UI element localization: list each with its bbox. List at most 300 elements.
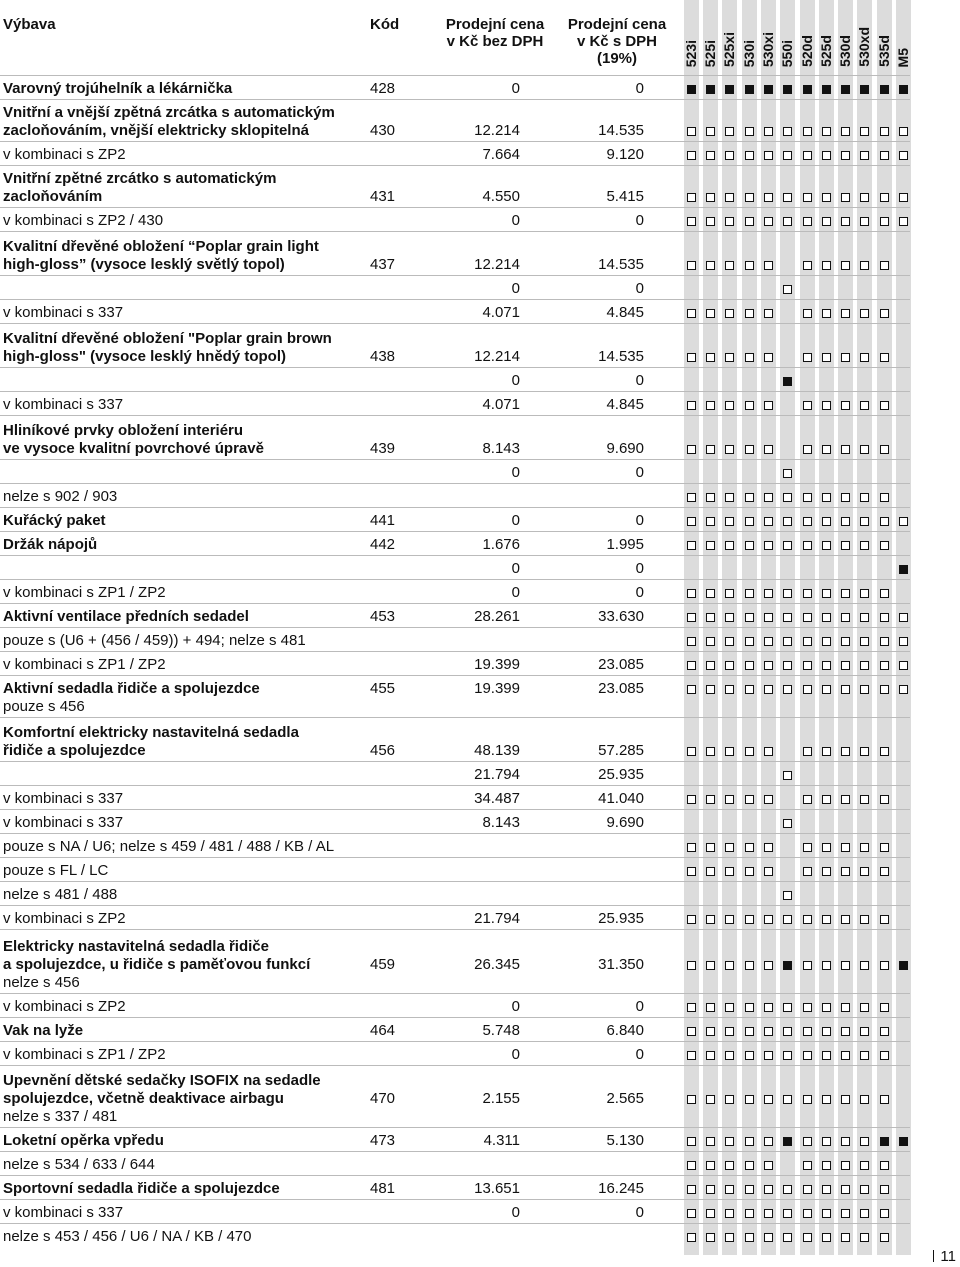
optional-equipment-icon — [764, 589, 773, 598]
row-description — [3, 1132, 164, 1150]
row-description — [3, 862, 108, 880]
standard-equipment-icon — [783, 961, 792, 970]
optional-equipment-icon — [860, 915, 869, 924]
row-description — [3, 422, 264, 458]
optional-equipment-icon — [706, 685, 715, 694]
row-description-line: Vnitřní a vnější zpětná zrcátka s automatickým — [3, 104, 335, 121]
optional-equipment-icon — [880, 1233, 889, 1242]
row-price-without-vat: 28.261 — [474, 608, 520, 625]
optional-equipment-icon — [725, 353, 734, 362]
optional-equipment-icon — [745, 1137, 754, 1146]
optional-equipment-icon — [687, 1003, 696, 1012]
optional-equipment-icon — [860, 1233, 869, 1242]
row-description — [3, 212, 163, 230]
optional-equipment-icon — [822, 1027, 831, 1036]
optional-equipment-icon — [745, 1051, 754, 1060]
optional-equipment-icon — [725, 1185, 734, 1194]
optional-equipment-icon — [725, 637, 734, 646]
standard-equipment-icon — [687, 85, 696, 94]
optional-equipment-icon — [822, 685, 831, 694]
optional-equipment-icon — [803, 661, 812, 670]
table-row — [0, 1065, 910, 1128]
model-label: 530xi — [760, 31, 776, 67]
optional-equipment-icon — [745, 1209, 754, 1218]
optional-equipment-icon — [880, 915, 889, 924]
optional-equipment-icon — [745, 661, 754, 670]
optional-equipment-icon — [880, 661, 889, 670]
row-description — [3, 396, 123, 414]
optional-equipment-icon — [706, 867, 715, 876]
optional-equipment-icon — [841, 353, 850, 362]
row-description-line: v kombinaci s ZP2 — [3, 910, 126, 927]
optional-equipment-icon — [803, 353, 812, 362]
standard-equipment-icon — [899, 961, 908, 970]
optional-equipment-icon — [687, 217, 696, 226]
row-code: 456 — [370, 742, 396, 759]
row-price-with-vat: 14.535 — [598, 348, 644, 365]
optional-equipment-icon — [841, 747, 850, 756]
row-description-line: pouze s (U6 + (456 / 459)) + 494; nelze s 481 — [3, 632, 306, 649]
optional-equipment-icon — [687, 747, 696, 756]
row-description — [3, 938, 310, 992]
row-description — [3, 80, 232, 98]
row-description-line: Kvalitní dřevěné obložení “Poplar grain light — [3, 238, 319, 255]
optional-equipment-icon — [822, 747, 831, 756]
optional-equipment-icon — [706, 747, 715, 756]
optional-equipment-icon — [822, 915, 831, 924]
row-code: 431 — [370, 188, 396, 205]
optional-equipment-icon — [841, 613, 850, 622]
optional-equipment-icon — [687, 1209, 696, 1218]
row-description-line: v kombinaci s 337 — [3, 1204, 124, 1221]
optional-equipment-icon — [706, 589, 715, 598]
optional-equipment-icon — [687, 309, 696, 318]
optional-equipment-icon — [687, 1051, 696, 1060]
row-description-line: spolujezdce, včetně deaktivace airbagu — [3, 1090, 284, 1107]
optional-equipment-icon — [860, 685, 869, 694]
row-description — [3, 766, 7, 784]
row-description-line — [3, 280, 7, 298]
optional-equipment-icon — [841, 217, 850, 226]
row-description-line: v kombinaci s 337 — [3, 790, 124, 807]
optional-equipment-icon — [860, 1137, 869, 1146]
row-price-with-vat: 9.120 — [606, 146, 644, 163]
row-description — [3, 1046, 166, 1064]
header-price2-line1: Prodejní cena — [567, 16, 667, 33]
table-row — [0, 367, 910, 392]
optional-equipment-icon — [841, 843, 850, 852]
row-description-line: ve vysoce kvalitní povrchové úpravě — [3, 440, 264, 457]
row-price-without-vat: 0 — [511, 212, 520, 229]
row-description — [3, 1022, 83, 1040]
optional-equipment-icon — [860, 867, 869, 876]
optional-equipment-icon — [880, 493, 889, 502]
row-description-line: pouze s 456 — [3, 698, 85, 715]
optional-equipment-icon — [783, 1185, 792, 1194]
optional-equipment-icon — [803, 445, 812, 454]
optional-equipment-icon — [706, 1051, 715, 1060]
optional-equipment-icon — [803, 309, 812, 318]
header-equipment: Výbava — [3, 16, 56, 33]
standard-equipment-icon — [880, 85, 889, 94]
table-header — [0, 0, 960, 73]
row-description-line: v kombinaci s ZP2 — [3, 146, 126, 163]
optional-equipment-icon — [706, 261, 715, 270]
row-price-without-vat: 8.143 — [482, 814, 520, 831]
optional-equipment-icon — [841, 915, 850, 924]
row-price-with-vat: 0 — [635, 1204, 644, 1221]
optional-equipment-icon — [880, 843, 889, 852]
optional-equipment-icon — [841, 661, 850, 670]
optional-equipment-icon — [725, 1027, 734, 1036]
optional-equipment-icon — [822, 353, 831, 362]
optional-equipment-icon — [841, 193, 850, 202]
row-code: 459 — [370, 956, 396, 973]
row-description — [3, 280, 7, 298]
row-description — [3, 488, 117, 506]
row-description — [3, 170, 276, 206]
optional-equipment-icon — [880, 127, 889, 136]
standard-equipment-icon — [764, 85, 773, 94]
optional-equipment-icon — [822, 1137, 831, 1146]
optional-equipment-icon — [687, 637, 696, 646]
row-description-line: Držák nápojů — [3, 536, 98, 553]
table-row — [0, 1127, 910, 1152]
optional-equipment-icon — [687, 685, 696, 694]
row-description — [3, 724, 299, 760]
header-price2-line3: (19%) — [596, 50, 637, 67]
optional-equipment-icon — [880, 961, 889, 970]
row-description — [3, 146, 126, 164]
optional-equipment-icon — [822, 843, 831, 852]
table-row — [0, 603, 910, 628]
optional-equipment-icon — [860, 217, 869, 226]
optional-equipment-icon — [687, 961, 696, 970]
optional-equipment-icon — [860, 1161, 869, 1170]
row-description-line: v kombinaci s 337 — [3, 396, 124, 413]
row-price-without-vat: 0 — [511, 584, 520, 601]
row-description — [3, 1228, 251, 1246]
optional-equipment-icon — [880, 1095, 889, 1104]
optional-equipment-icon — [706, 151, 715, 160]
row-price-without-vat: 19.399 — [474, 656, 520, 673]
optional-equipment-icon — [803, 747, 812, 756]
optional-equipment-icon — [803, 127, 812, 136]
page-number — [933, 1248, 956, 1265]
optional-equipment-icon — [860, 613, 869, 622]
standard-equipment-icon — [822, 85, 831, 94]
optional-equipment-icon — [822, 309, 831, 318]
row-description — [3, 608, 249, 626]
standard-equipment-icon — [899, 85, 908, 94]
row-price-with-vat: 0 — [635, 80, 644, 97]
optional-equipment-icon — [860, 843, 869, 852]
row-description — [3, 790, 123, 808]
row-description — [3, 372, 7, 390]
optional-equipment-icon — [860, 637, 869, 646]
table-row — [0, 299, 910, 324]
optional-equipment-icon — [860, 1095, 869, 1104]
optional-equipment-icon — [706, 961, 715, 970]
optional-equipment-icon — [899, 685, 908, 694]
row-price-with-vat: 0 — [635, 584, 644, 601]
optional-equipment-icon — [841, 1003, 850, 1012]
standard-equipment-icon — [706, 85, 715, 94]
optional-equipment-icon — [764, 747, 773, 756]
optional-equipment-icon — [706, 517, 715, 526]
row-price-without-vat: 12.214 — [474, 256, 520, 273]
row-description — [3, 512, 106, 530]
optional-equipment-icon — [841, 493, 850, 502]
optional-equipment-icon — [841, 1161, 850, 1170]
row-price-without-vat: 5.748 — [482, 1022, 520, 1039]
optional-equipment-icon — [764, 613, 773, 622]
optional-equipment-icon — [725, 217, 734, 226]
row-price-without-vat: 4.071 — [482, 396, 520, 413]
standard-equipment-icon — [745, 85, 754, 94]
table-row — [0, 833, 910, 858]
optional-equipment-icon — [783, 127, 792, 136]
optional-equipment-icon — [725, 193, 734, 202]
optional-equipment-icon — [822, 1209, 831, 1218]
row-description-line: Kuřácký paket — [3, 512, 106, 529]
optional-equipment-icon — [687, 193, 696, 202]
optional-equipment-icon — [803, 613, 812, 622]
table-row — [0, 99, 910, 142]
optional-equipment-icon — [706, 1233, 715, 1242]
optional-equipment-icon — [725, 795, 734, 804]
row-price-with-vat: 5.415 — [606, 188, 644, 205]
optional-equipment-icon — [880, 353, 889, 362]
optional-equipment-icon — [880, 517, 889, 526]
optional-equipment-icon — [725, 961, 734, 970]
standard-equipment-icon — [783, 85, 792, 94]
optional-equipment-icon — [687, 261, 696, 270]
optional-equipment-icon — [880, 1209, 889, 1218]
optional-equipment-icon — [803, 261, 812, 270]
optional-equipment-icon — [764, 309, 773, 318]
optional-equipment-icon — [706, 1185, 715, 1194]
optional-equipment-icon — [822, 151, 831, 160]
optional-equipment-icon — [725, 867, 734, 876]
optional-equipment-icon — [803, 1185, 812, 1194]
row-description — [3, 584, 166, 602]
optional-equipment-icon — [687, 867, 696, 876]
row-description — [3, 632, 306, 650]
header-price-with-vat — [562, 16, 672, 67]
model-label: 525xi — [721, 31, 737, 67]
row-description — [3, 998, 126, 1016]
optional-equipment-icon — [687, 1161, 696, 1170]
table-row — [0, 507, 910, 532]
optional-equipment-icon — [745, 217, 754, 226]
optional-equipment-icon — [822, 445, 831, 454]
table-row — [0, 761, 910, 786]
table-row — [0, 993, 910, 1018]
optional-equipment-icon — [745, 193, 754, 202]
optional-equipment-icon — [841, 1233, 850, 1242]
row-price-without-vat: 0 — [511, 998, 520, 1015]
optional-equipment-icon — [783, 915, 792, 924]
row-price-with-vat: 23.085 — [598, 680, 644, 697]
optional-equipment-icon — [899, 193, 908, 202]
optional-equipment-icon — [687, 661, 696, 670]
optional-equipment-icon — [841, 541, 850, 550]
optional-equipment-icon — [803, 1027, 812, 1036]
row-price-with-vat: 6.840 — [606, 1022, 644, 1039]
optional-equipment-icon — [899, 127, 908, 136]
optional-equipment-icon — [860, 747, 869, 756]
optional-equipment-icon — [764, 517, 773, 526]
optional-equipment-icon — [880, 1185, 889, 1194]
row-price-with-vat: 14.535 — [598, 256, 644, 273]
row-price-without-vat: 0 — [511, 512, 520, 529]
optional-equipment-icon — [745, 1003, 754, 1012]
row-description — [3, 330, 332, 366]
optional-equipment-icon — [803, 1003, 812, 1012]
optional-equipment-icon — [822, 127, 831, 136]
row-description-line: v kombinaci s ZP1 / ZP2 — [3, 584, 166, 601]
optional-equipment-icon — [764, 127, 773, 136]
table-row — [0, 459, 910, 484]
table-row — [0, 857, 910, 882]
row-price-with-vat: 33.630 — [598, 608, 644, 625]
standard-equipment-icon — [725, 85, 734, 94]
row-description — [3, 886, 117, 904]
optional-equipment-icon — [880, 261, 889, 270]
optional-equipment-icon — [745, 401, 754, 410]
standard-equipment-icon — [880, 1137, 889, 1146]
optional-equipment-icon — [764, 1027, 773, 1036]
optional-equipment-icon — [899, 637, 908, 646]
optional-equipment-icon — [860, 961, 869, 970]
optional-equipment-icon — [880, 1003, 889, 1012]
optional-equipment-icon — [860, 193, 869, 202]
optional-equipment-icon — [899, 517, 908, 526]
row-price-without-vat: 0 — [511, 1046, 520, 1063]
optional-equipment-icon — [745, 127, 754, 136]
row-description — [3, 104, 335, 140]
optional-equipment-icon — [841, 961, 850, 970]
optional-equipment-icon — [783, 217, 792, 226]
row-price-without-vat: 21.794 — [474, 910, 520, 927]
row-description — [3, 464, 7, 482]
optional-equipment-icon — [880, 1027, 889, 1036]
row-description-line: Upevnění dětské sedačky ISOFIX na sedadle — [3, 1072, 321, 1089]
row-description-line: Aktivní ventilace předních sedadel — [3, 608, 249, 625]
table-row — [0, 531, 910, 556]
optional-equipment-icon — [803, 1095, 812, 1104]
optional-equipment-icon — [687, 915, 696, 924]
row-price-with-vat: 14.535 — [598, 122, 644, 139]
optional-equipment-icon — [880, 637, 889, 646]
row-price-without-vat: 0 — [511, 372, 520, 389]
optional-equipment-icon — [860, 309, 869, 318]
optional-equipment-icon — [880, 685, 889, 694]
optional-equipment-icon — [860, 1003, 869, 1012]
row-code: 464 — [370, 1022, 396, 1039]
optional-equipment-icon — [687, 353, 696, 362]
optional-equipment-icon — [841, 127, 850, 136]
optional-equipment-icon — [822, 1095, 831, 1104]
optional-equipment-icon — [803, 1137, 812, 1146]
table-row — [0, 1017, 910, 1042]
optional-equipment-icon — [725, 661, 734, 670]
optional-equipment-icon — [706, 1095, 715, 1104]
optional-equipment-icon — [745, 637, 754, 646]
optional-equipment-icon — [783, 819, 792, 828]
optional-equipment-icon — [860, 1027, 869, 1036]
optional-equipment-icon — [725, 541, 734, 550]
optional-equipment-icon — [841, 1209, 850, 1218]
row-code: 481 — [370, 1180, 396, 1197]
model-label: 535d — [876, 35, 892, 67]
optional-equipment-icon — [725, 309, 734, 318]
optional-equipment-icon — [764, 541, 773, 550]
optional-equipment-icon — [725, 1233, 734, 1242]
optional-equipment-icon — [822, 1233, 831, 1242]
optional-equipment-icon — [687, 1027, 696, 1036]
optional-equipment-icon — [687, 795, 696, 804]
row-description-line — [3, 464, 7, 482]
row-description — [3, 910, 126, 928]
optional-equipment-icon — [803, 193, 812, 202]
optional-equipment-icon — [706, 613, 715, 622]
optional-equipment-icon — [783, 685, 792, 694]
row-price-without-vat: 13.651 — [474, 1180, 520, 1197]
optional-equipment-icon — [899, 217, 908, 226]
row-price-with-vat: 0 — [635, 560, 644, 577]
optional-equipment-icon — [803, 915, 812, 924]
row-description-line — [3, 560, 7, 578]
optional-equipment-icon — [706, 541, 715, 550]
optional-equipment-icon — [783, 637, 792, 646]
row-price-with-vat: 4.845 — [606, 304, 644, 321]
optional-equipment-icon — [764, 353, 773, 362]
table-row — [0, 391, 910, 416]
optional-equipment-icon — [725, 685, 734, 694]
optional-equipment-icon — [783, 1003, 792, 1012]
optional-equipment-icon — [783, 613, 792, 622]
optional-equipment-icon — [745, 309, 754, 318]
optional-equipment-icon — [860, 261, 869, 270]
optional-equipment-icon — [725, 1209, 734, 1218]
optional-equipment-icon — [706, 1027, 715, 1036]
row-description-line: high-gloss” (vysoce lesklý světlý topol) — [3, 256, 285, 273]
optional-equipment-icon — [745, 685, 754, 694]
optional-equipment-icon — [841, 1027, 850, 1036]
row-description-line: nelze s 534 / 633 / 644 — [3, 1156, 155, 1173]
table-row — [0, 651, 910, 676]
optional-equipment-icon — [783, 891, 792, 900]
model-label: 550i — [779, 39, 795, 67]
row-price-with-vat: 2.565 — [606, 1090, 644, 1107]
row-price-with-vat: 0 — [635, 1046, 644, 1063]
optional-equipment-icon — [783, 1051, 792, 1060]
optional-equipment-icon — [841, 517, 850, 526]
optional-equipment-icon — [841, 1095, 850, 1104]
optional-equipment-icon — [725, 613, 734, 622]
optional-equipment-icon — [822, 589, 831, 598]
optional-equipment-icon — [764, 961, 773, 970]
optional-equipment-icon — [706, 445, 715, 454]
row-description — [3, 1156, 155, 1174]
optional-equipment-icon — [783, 193, 792, 202]
optional-equipment-icon — [803, 685, 812, 694]
row-description-line: Vak na lyže — [3, 1022, 84, 1039]
standard-equipment-icon — [783, 377, 792, 386]
optional-equipment-icon — [822, 1185, 831, 1194]
